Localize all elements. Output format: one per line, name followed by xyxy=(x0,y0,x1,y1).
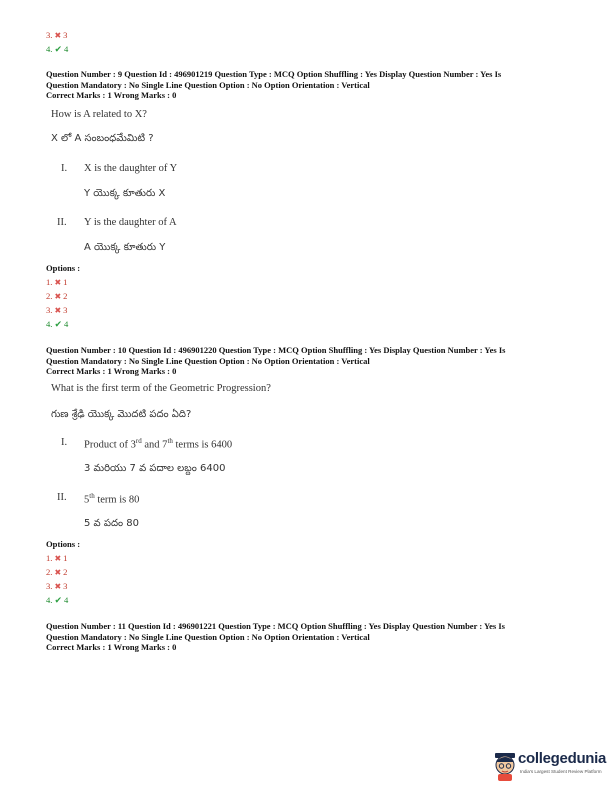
statement-number: I. xyxy=(61,163,68,174)
statement-2-en: 5th term is 80 xyxy=(84,492,140,506)
statement-number: II. xyxy=(57,217,67,228)
statement-2-te: 5 వ పదం 80 xyxy=(84,518,139,529)
collegedunia-logo[interactable] xyxy=(492,748,607,788)
cross-icon: ✖ xyxy=(54,554,62,563)
options-label: Options : xyxy=(46,263,81,273)
statement-number: II. xyxy=(57,492,67,503)
option-item: 3. ✖ 3 xyxy=(46,581,68,591)
question-10-meta: Question Number : 10 Question Id : 496901220 Question Type : MCQ Option Shuffling : Yes Display Question Number : Yes Is Question Mandatory : No Single Line Question Option : No Option Orientation : Vertical Correct Marks : 1 Wrong Marks : 0 xyxy=(46,345,506,376)
cross-icon: ✖ xyxy=(54,31,62,40)
question-9-text-te: X లో A సంబంధమేమిటి ? xyxy=(51,133,154,144)
statement-1-en: X is the daughter of Y xyxy=(84,163,178,174)
question-9-meta: Question Number : 9 Question Id : 496901219 Question Type : MCQ Option Shuffling : Yes Display Question Number : Yes Is Question Mandatory : No Single Line Question Option : No Option Orientation : Vertical Correct Marks : 1 Wrong Marks : 0 xyxy=(46,69,502,100)
statement-2-te: A యొక్క కూతురు Y xyxy=(84,242,166,253)
mascot-icon xyxy=(492,750,518,782)
check-icon: ✔ xyxy=(54,596,62,606)
question-9-text-en: How is A related to X? xyxy=(51,109,147,120)
option-item: 2. ✖ 2 xyxy=(46,291,68,301)
option-item: 4. ✔ 4 xyxy=(46,44,69,55)
question-10-text-en: What is the first term of the Geometric Progression? xyxy=(51,383,271,394)
option-item: 1. ✖ 1 xyxy=(46,277,68,287)
statement-1-en: Product of 3rd and 7th terms is 6400 xyxy=(84,437,233,451)
check-icon: ✔ xyxy=(54,45,62,55)
option-item: 3. ✖ 3 xyxy=(46,30,68,40)
option-item: 3. ✖ 3 xyxy=(46,305,68,315)
cross-icon: ✖ xyxy=(54,292,62,301)
option-item: 4. ✔ 4 xyxy=(46,319,69,330)
question-11-meta: Question Number : 11 Question Id : 496901221 Question Type : MCQ Option Shuffling : Yes Display Question Number : Yes Is Question Mandatory : No Single Line Question Option : No Option Orientation : Vertical Correct Marks : 1 Wrong Marks : 0 xyxy=(46,621,505,652)
statement-2-en: Y is the daughter of A xyxy=(84,217,177,228)
cross-icon: ✖ xyxy=(54,306,62,315)
cross-icon: ✖ xyxy=(54,278,62,287)
cross-icon: ✖ xyxy=(54,582,62,591)
question-10-text-te: గుణ శ్రేఢి యొక్క మొదటి పదం ఏది? xyxy=(51,409,192,420)
logo-wordmark: collegedunia xyxy=(518,750,607,767)
check-icon: ✔ xyxy=(54,320,62,330)
statement-number: I. xyxy=(61,437,68,448)
option-item: 4. ✔ 4 xyxy=(46,595,69,606)
options-label: Options : xyxy=(46,539,81,549)
statement-1-te: 3 మరియు 7 వ పదాల లబ్దం 6400 xyxy=(84,463,226,474)
option-item: 2. ✖ 2 xyxy=(46,567,68,577)
statement-1-te: Y యొక్క కూతురు X xyxy=(84,188,166,199)
logo-tagline: India's Largest Student Review Platform xyxy=(520,769,602,774)
cross-icon: ✖ xyxy=(54,568,62,577)
option-item: 1. ✖ 1 xyxy=(46,553,68,563)
